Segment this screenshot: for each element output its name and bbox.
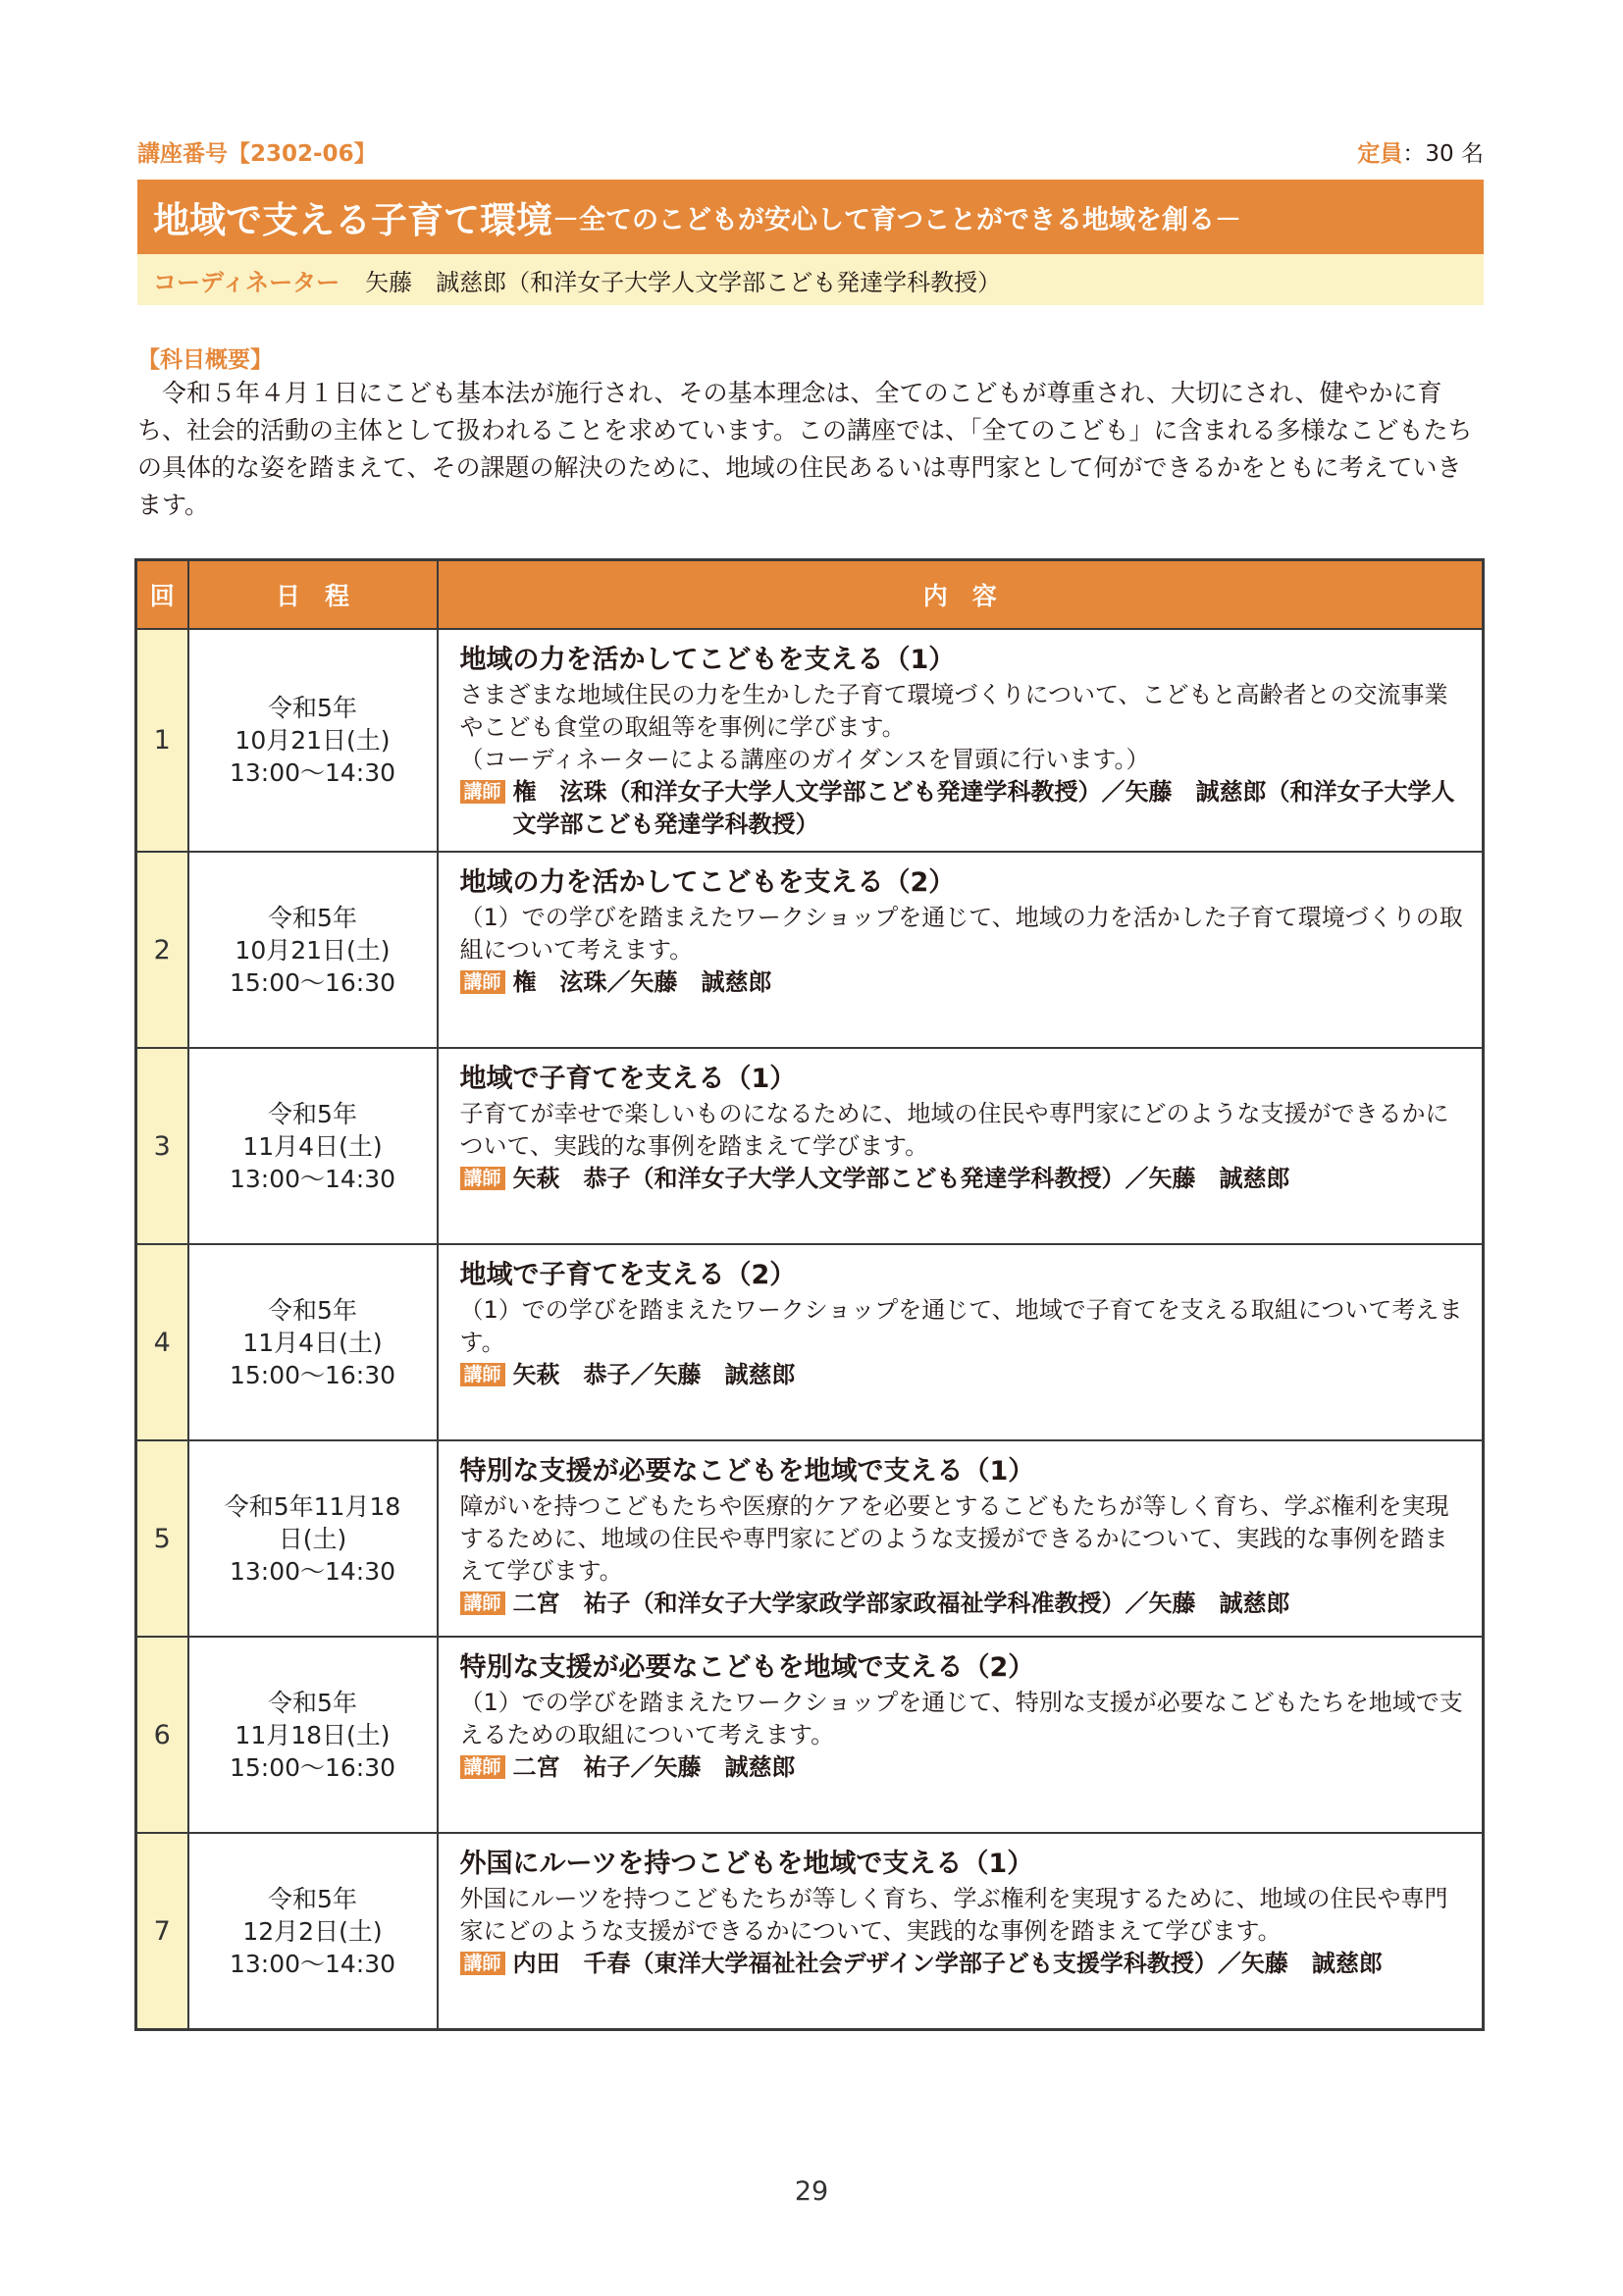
session-date-time: 15:00～16:30 xyxy=(229,1360,396,1389)
lecturer-names: 二宮 祐子／矢藤 誠慈郎 xyxy=(512,1753,796,1781)
session-content xyxy=(438,1440,1484,1637)
session-number: 3 xyxy=(136,1048,188,1244)
session-date-year: 令和5年 xyxy=(268,1688,357,1717)
table-row xyxy=(136,1244,1484,1440)
session-lecturers xyxy=(460,966,1465,999)
session-content xyxy=(438,1637,1484,1833)
capacity-value: ：30 名 xyxy=(1402,141,1484,167)
overview-heading: 【科目概要】 xyxy=(137,347,273,373)
course-title: 地域で支える子育て環境 xyxy=(153,199,552,241)
session-date-year: 令和5年11月18 xyxy=(224,1491,401,1521)
lecturer-names: 内田 千春（東洋大学福祉社会デザイン学部子ども支援学科教授）／矢藤 誠慈郎 xyxy=(512,1950,1383,1977)
session-title: 地域で子育てを支える（2） xyxy=(459,1260,797,1290)
session-description: 外国にルーツを持つこどもたちが等しく育ち、学ぶ権利を実現するために、地域の住民や専門家にどのような支援ができるかについて、実践的な事例を踏まえて学びます。 xyxy=(459,1885,1448,1945)
session-date-day: 10月21日(土) xyxy=(235,726,391,755)
session-description: さまざまな地域住民の力を生かした子育て環境づくりについて、こどもと高齢者との交流事業やこども食堂の取組等を事例に学びます。 xyxy=(459,681,1448,741)
table-row xyxy=(136,1833,1484,2030)
session-date xyxy=(188,852,438,1048)
session-number: 5 xyxy=(136,1440,188,1637)
coordinator-name: 矢藤 誠慈郎（和洋女子大学人文学部こども発達学科教授） xyxy=(365,268,1002,296)
session-content xyxy=(438,1048,1484,1244)
lecturer-badge: 講師 xyxy=(460,1755,505,1779)
session-date xyxy=(188,1637,438,1833)
session-title: 外国にルーツを持つこどもを地域で支える（1） xyxy=(459,1849,1034,1879)
session-lecturers xyxy=(460,1359,1465,1391)
table-row xyxy=(136,629,1484,852)
session-date-year: 令和5年 xyxy=(268,1099,357,1128)
capacity xyxy=(1357,135,1484,168)
session-description: （1）での学びを踏まえたワークショップを通じて、地域の力を活かした子育て環境づくりの取組について考えます。 xyxy=(459,904,1463,964)
header-no: 回 xyxy=(136,560,188,630)
table-row xyxy=(136,1440,1484,1637)
table-row xyxy=(136,852,1484,1048)
session-content xyxy=(438,852,1484,1048)
session-date-day: 11月4日(土) xyxy=(242,1328,383,1357)
session-date-time: 13:00～14:30 xyxy=(229,758,396,787)
session-description: （1）での学びを踏まえたワークショップを通じて、特別な支援が必要なこどもたちを地域で支えるための取組について考えます。 xyxy=(459,1689,1463,1748)
lecturer-names: 権 泫珠／矢藤 誠慈郎 xyxy=(512,968,772,996)
session-date xyxy=(188,629,438,852)
coordinator-label: コーディネーター xyxy=(153,268,340,296)
schedule-header-row xyxy=(136,560,1484,630)
session-lecturers xyxy=(460,1163,1465,1195)
lecturer-badge: 講師 xyxy=(460,1592,505,1615)
table-row xyxy=(136,1637,1484,1833)
session-date-year: 令和5年 xyxy=(268,903,357,932)
session-title: 地域の力を活かしてこどもを支える（1） xyxy=(459,645,956,675)
lecturer-names: 二宮 祐子（和洋女子大学家政学部家政福祉学科准教授）／矢藤 誠慈郎 xyxy=(512,1590,1290,1617)
session-date-year: 令和5年 xyxy=(268,1295,357,1325)
header-content: 内 容 xyxy=(438,560,1484,630)
session-description: （1）での学びを踏まえたワークショップを通じて、地域で子育てを支える取組について考えます。 xyxy=(459,1296,1463,1356)
session-date xyxy=(188,1048,438,1244)
session-number: 6 xyxy=(136,1637,188,1833)
lecturer-badge: 講師 xyxy=(460,970,505,994)
session-content xyxy=(438,1244,1484,1440)
lecturer-names: 矢萩 恭子／矢藤 誠慈郎 xyxy=(512,1361,796,1388)
session-title: 特別な支援が必要なこどもを地域で支える（1） xyxy=(459,1456,1035,1487)
session-description: 子育てが幸せで楽しいものになるために、地域の住民や専門家にどのような支援ができるかについて、実践的な事例を踏まえて学びます。 xyxy=(459,1100,1449,1160)
session-date-time: 13:00～14:30 xyxy=(229,1556,396,1586)
session-date-day: 日(土) xyxy=(278,1524,347,1553)
session-date-time: 15:00～16:30 xyxy=(229,1752,396,1782)
session-date xyxy=(188,1440,438,1637)
table-row xyxy=(136,1048,1484,1244)
course-subtitle: －全てのこどもが安心して育つことができる地域を創る－ xyxy=(552,204,1241,235)
session-title: 特別な支援が必要なこどもを地域で支える（2） xyxy=(459,1652,1035,1683)
session-lecturers xyxy=(460,776,1465,841)
session-lecturers xyxy=(460,1948,1465,1980)
session-lecturers xyxy=(460,1751,1465,1784)
session-number: 1 xyxy=(136,629,188,852)
session-date-time: 13:00～14:30 xyxy=(229,1949,396,1978)
session-date-day: 12月2日(土) xyxy=(242,1916,383,1946)
session-note: （コーディネーターによる講座のガイダンスを冒頭に行います。） xyxy=(459,746,1150,773)
course-title-banner xyxy=(137,180,1484,254)
lecturer-badge: 講師 xyxy=(460,1363,505,1386)
session-date-year: 令和5年 xyxy=(268,694,357,722)
lecturer-names: 権 泫珠（和洋女子大学人文学部こども発達学科教授）／矢藤 誠慈郎（和洋女子大学人文学部こども発達学科教授） xyxy=(512,778,1455,838)
lecturer-badge: 講師 xyxy=(460,1952,505,1975)
session-number: 7 xyxy=(136,1833,188,2030)
session-title: 地域で子育てを支える（1） xyxy=(459,1064,797,1094)
page-number: 29 xyxy=(794,2176,829,2207)
session-date xyxy=(188,1833,438,2030)
lecturer-names: 矢萩 恭子（和洋女子大学人文学部こども発達学科教授）／矢藤 誠慈郎 xyxy=(512,1165,1290,1192)
session-lecturers xyxy=(460,1588,1465,1620)
coordinator-bar xyxy=(137,254,1484,305)
session-date-year: 令和5年 xyxy=(268,1884,357,1913)
session-date-day: 10月21日(土) xyxy=(235,935,391,965)
session-date-day: 11月4日(土) xyxy=(242,1131,383,1161)
lecturer-badge: 講師 xyxy=(460,780,505,804)
session-content xyxy=(438,1833,1484,2030)
capacity-label: 定員 xyxy=(1357,141,1403,167)
session-date-time: 13:00～14:30 xyxy=(229,1164,396,1193)
session-title: 地域の力を活かしてこどもを支える（2） xyxy=(459,867,956,898)
session-date xyxy=(188,1244,438,1440)
session-date-day: 11月18日(土) xyxy=(235,1720,391,1749)
header-date: 日 程 xyxy=(188,560,438,630)
session-number: 4 xyxy=(136,1244,188,1440)
lecturer-badge: 講師 xyxy=(460,1167,505,1190)
schedule-table xyxy=(134,558,1485,2031)
session-date-time: 15:00～16:30 xyxy=(229,967,396,997)
session-description: 障がいを持つこどもたちや医療的ケアを必要とするこどもたちが等しく育ち、学ぶ権利を実現するために、地域の住民や専門家にどのような支援ができるかについて、実践的な事例を踏まえて学びます。 xyxy=(459,1492,1449,1585)
session-number: 2 xyxy=(136,852,188,1048)
overview-text: 令和５年４月１日にこども基本法が施行され、その基本理念は、全てのこどもが尊重され、大切にされ、健やかに育ち、社会的活動の主体として扱われることを求めています。この講座では、「全てのこども」に含まれる多様なこどもたちの具体的な姿を踏まえて、その課題の解決のために、地域の住民あるいは専門家として何ができるかをともに考えていきます。 xyxy=(137,379,1473,519)
session-content xyxy=(438,629,1484,852)
course-number: 講座番号【2302-06】 xyxy=(137,141,377,167)
